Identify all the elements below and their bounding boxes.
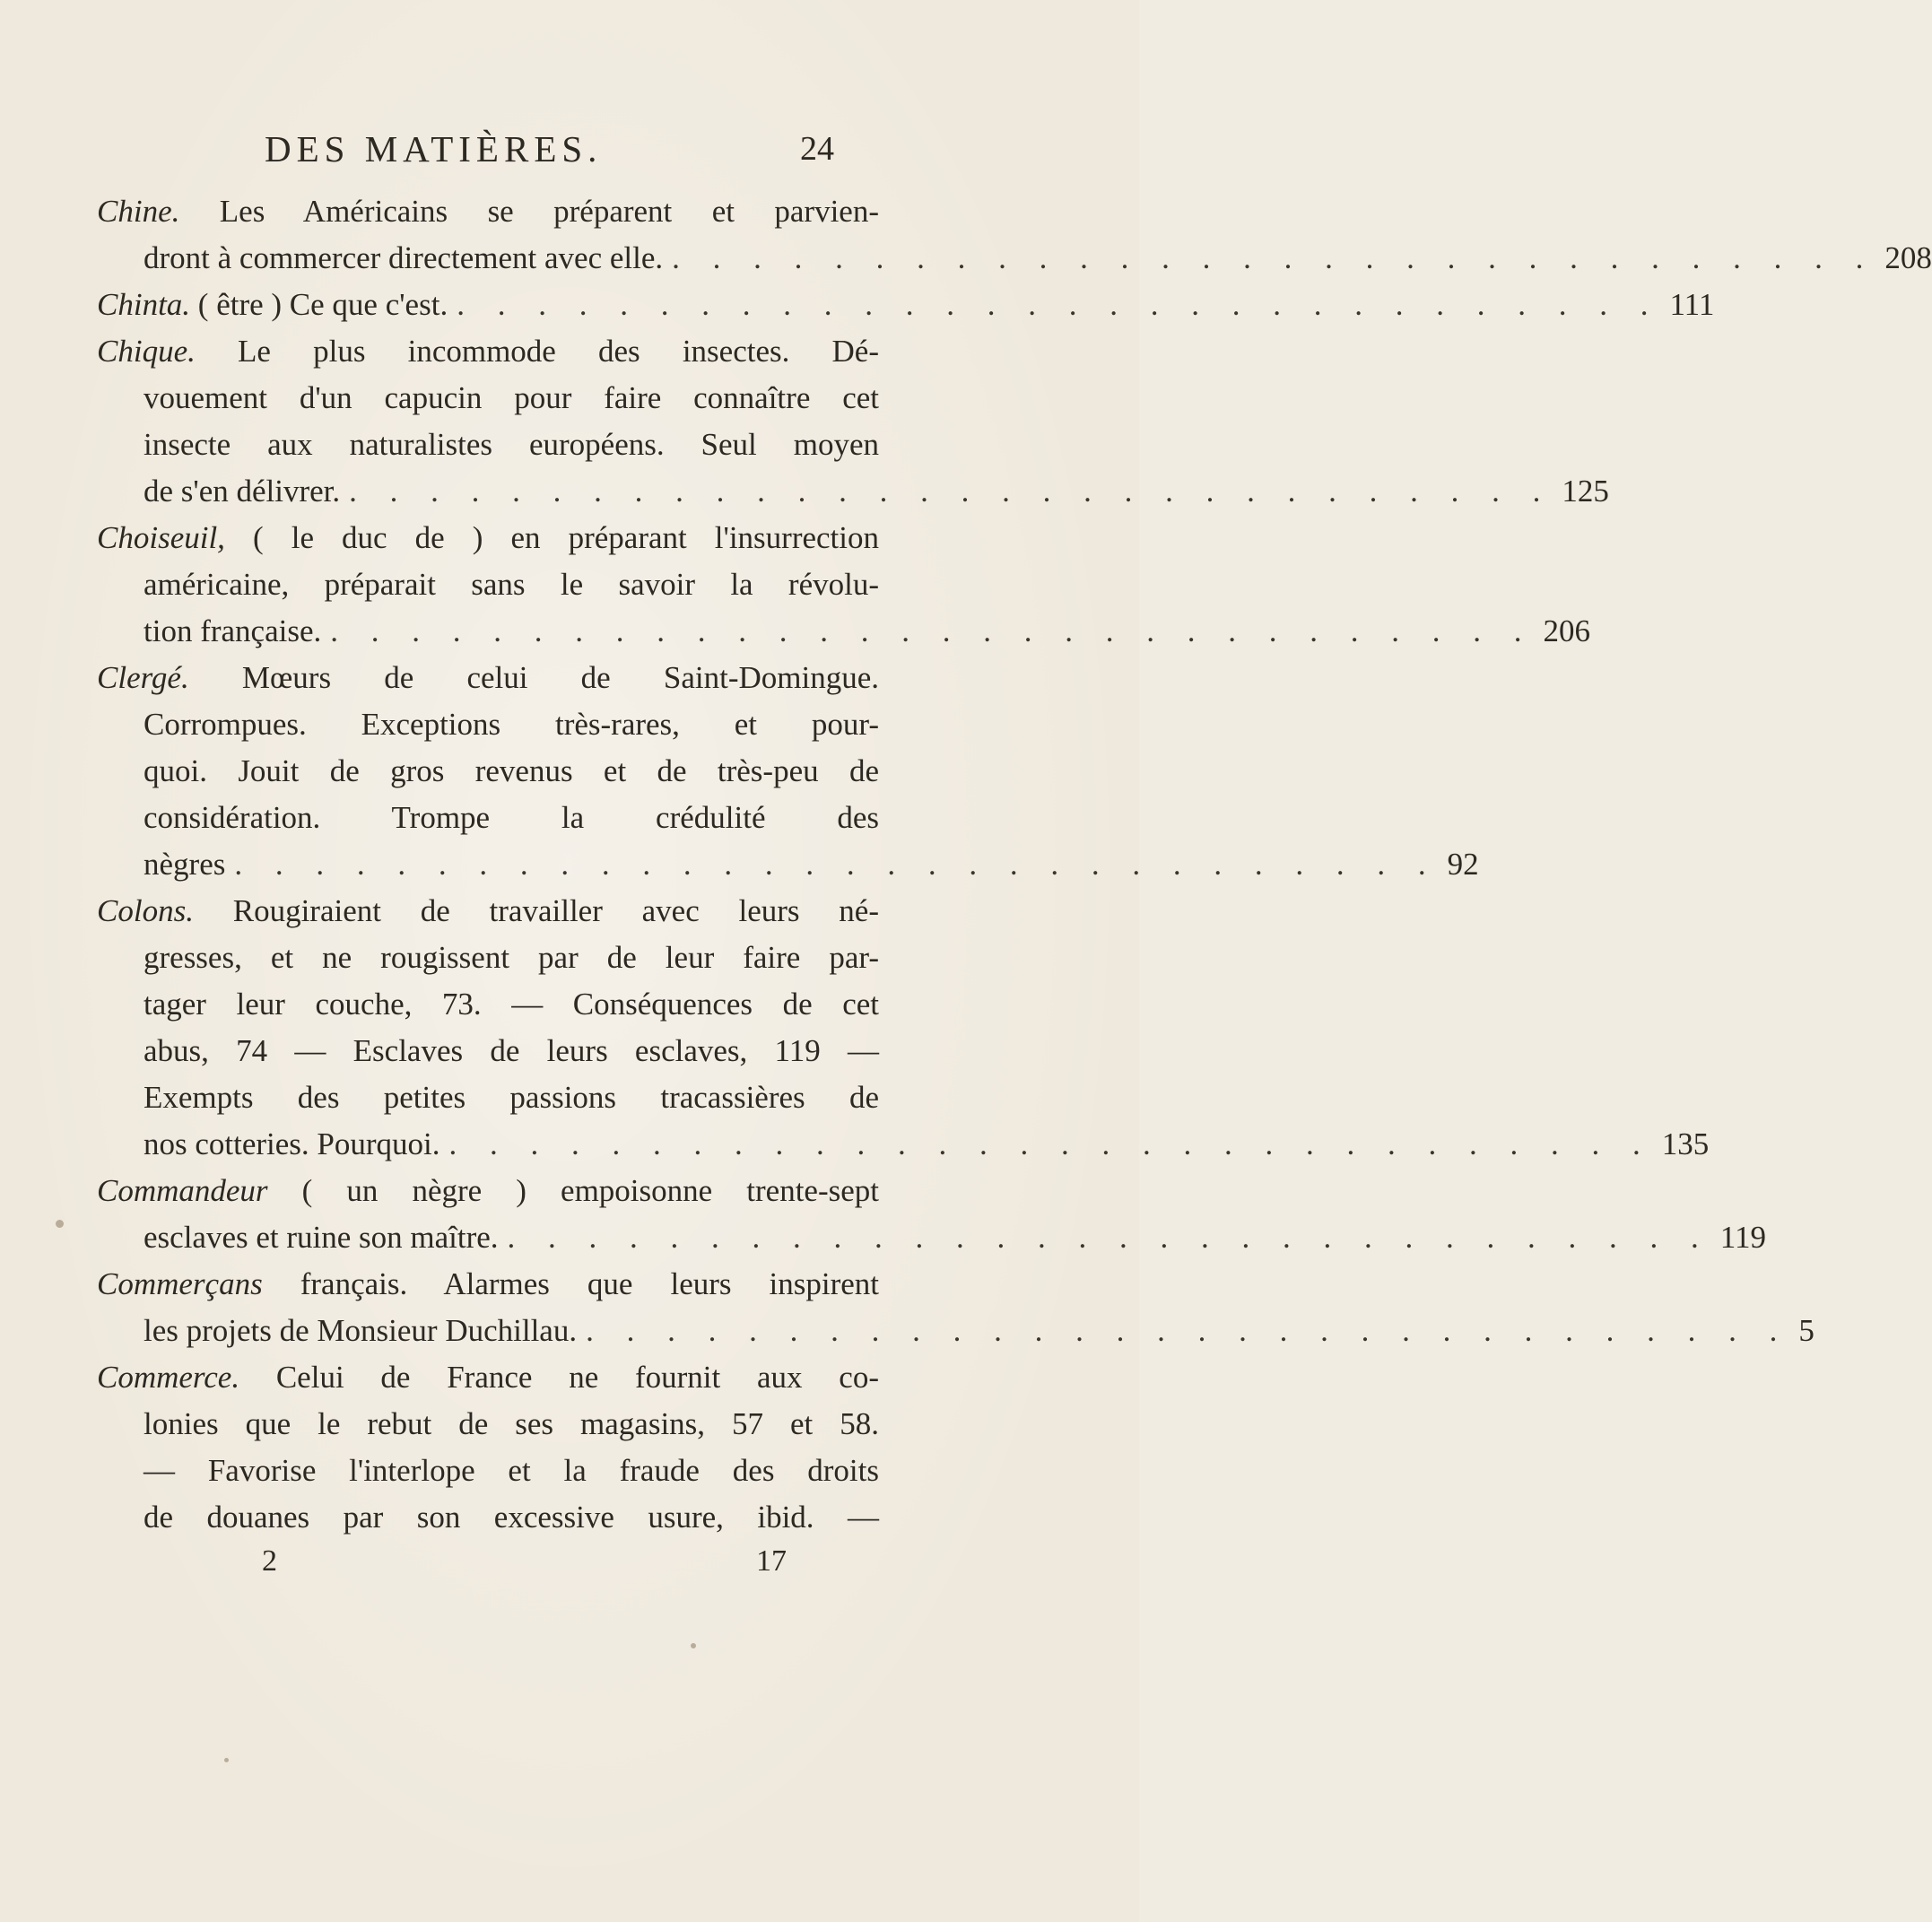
entry-text [144,1308,577,1354]
entry-term: Chique. [97,334,196,369]
page-reference: 5 [1798,1313,1815,1348]
entry-text-body: — Favorise l'interlope et la fraude des droits [144,1453,879,1488]
entry-line [97,422,879,468]
paper-speck [691,1643,696,1648]
page-reference: 111 [1669,287,1715,322]
entry-text-body: Exempts des petites passions tracassières de [144,1080,879,1115]
page-reference: 92 [1447,847,1479,882]
entry-text-body: nègres [144,847,226,882]
entry-text-body: américaine, préparait sans le savoir la révolu- [144,567,879,602]
entry-text [97,282,448,328]
entry-text-body: insecte aux naturalistes européens. Seul moyen [144,427,879,462]
entry-term: Chine. [97,194,180,229]
entry-text-body: vouement d'un capucin pour faire connaître cet [144,380,879,415]
dot-leader: . . . . . . . . . . . . . . . . . . . . . . . . . . . . . . [234,847,1439,882]
entry-line [97,515,879,561]
index-entry-chine [97,188,1932,282]
entry-text-body: abus, 74 — Esclaves de leurs esclaves, 119 — [144,1033,879,1068]
entry-term: Colons. [97,893,194,928]
entry-text [144,235,663,282]
index-entry-commercans [97,1261,1815,1354]
entry-line [97,1168,879,1214]
entry-text-body: Rougiraient de travailler avec leurs né- [193,893,879,928]
entry-line [97,795,879,841]
entry-text [144,608,321,655]
entry-line [97,608,1590,655]
entry-term: Commerce. [97,1360,240,1395]
index-entry-choiseuil [97,515,1590,655]
entry-line [97,981,879,1028]
entry-text-body: de s'en délivrer. [144,474,341,509]
entry-text-body: lonies que le rebut de ses magasins, 57 et 58. [144,1406,879,1441]
entry-line [97,561,879,608]
entry-line [97,701,879,748]
entry-text-body: Corrompues. Exceptions très-rares, et pour- [144,707,879,742]
page-reference: 206 [1543,613,1590,648]
entry-text [144,841,225,888]
entry-text-body: ( un nègre ) empoisonne trente-sept [267,1173,879,1208]
dot-leader: . . . . . . . . . . . . . . . . . . . . . . . . . . . . . . [672,240,1876,275]
entry-text-body: de douanes par son excessive usure, ibid. — [144,1500,879,1535]
page-header [135,127,834,181]
paper-speck [224,1758,229,1762]
signature-mark: 2 [262,1544,277,1578]
running-head: DES MATIÈRES. [265,128,603,170]
page-reference: 135 [1661,1126,1710,1161]
entry-text [144,1121,440,1168]
entry-text-body: Le plus incommode des insectes. Dé- [195,334,879,369]
entry-line [97,282,1715,328]
entry-text-body: ( le duc de ) en préparant l'insurrection [224,520,879,555]
entry-text-body: ( être ) Ce que c'est. [190,287,448,322]
entry-line [97,188,879,235]
index-entry-chique [97,328,1609,515]
dot-leader: . . . . . . . . . . . . . . . . . . . . . . . . . . . . . . [586,1313,1790,1348]
entry-text [144,1214,499,1261]
entry-line [97,1354,879,1401]
index-entry-chinta [97,282,1715,328]
entry-text-body: considération. Trompe la crédulité des [144,800,879,835]
entry-text-body: les projets de Monsieur Duchillau. [144,1313,578,1348]
dot-leader: . . . . . . . . . . . . . . . . . . . . . . . . . . . . . . [349,474,1553,509]
entry-text-body: nos cotteries. Pourquoi. [144,1126,440,1161]
entry-line [97,1448,879,1494]
entry-line [97,748,879,795]
entry-line [97,1028,879,1074]
entry-text-body: français. Alarmes que leurs inspirent [262,1266,879,1301]
entry-text-body: Les Américains se préparent et parvien- [179,194,879,229]
page-reference: 119 [1719,1220,1766,1255]
page-reference: 125 [1562,474,1609,509]
entry-term: Clergé. [97,660,189,695]
dot-leader: . . . . . . . . . . . . . . . . . . . . . . . . . . . . . . [457,287,1661,322]
entry-line [97,1308,1815,1354]
entry-line [97,1074,879,1121]
index-entry-clerge [97,655,1479,888]
entry-line [97,1494,879,1541]
entry-line [97,888,879,935]
entry-text-body: Mœurs de celui de Saint-Domingue. [188,660,879,695]
entry-line [97,328,879,375]
entry-text-body: dront à commercer directement avec elle. [144,240,664,275]
dot-leader: . . . . . . . . . . . . . . . . . . . . . . . . . . . . . . [448,1126,1653,1161]
entry-term: Choiseuil, [97,520,225,555]
entry-text-body: gresses, et ne rougissent par de leur faire par- [144,940,879,975]
entry-term: Chinta. [97,287,191,322]
entry-line [97,655,879,701]
entry-line [97,935,879,981]
entry-text-body: Celui de France ne fournit aux co- [239,1360,879,1395]
entry-line [97,375,879,422]
entry-text [144,468,340,515]
catchword: 17 [756,1544,787,1578]
page-number: 24 [800,130,834,168]
entry-text-body: esclaves et ruine son maître. [144,1220,499,1255]
entry-line [97,1214,1766,1261]
entry-text-body: tion française. [144,613,322,648]
page-reference: 208 [1884,240,1932,275]
entry-term: Commerçans [97,1266,263,1301]
entry-text-body: tager leur couche, 73. — Conséquences de cet [144,987,879,1022]
entry-line [97,235,1932,282]
index-entry-colons [97,888,1710,1168]
index-entries [97,188,1932,1541]
entry-text-body: quoi. Jouit de gros revenus et de très-peu de [144,753,879,788]
entry-line [97,841,1479,888]
entry-line [97,1121,1710,1168]
entry-term: Commandeur [97,1173,268,1208]
paper-speck [56,1220,64,1228]
dot-leader: . . . . . . . . . . . . . . . . . . . . . . . . . . . . . . [507,1220,1711,1255]
entry-line [97,1401,879,1448]
entry-line [97,1261,879,1308]
dot-leader: . . . . . . . . . . . . . . . . . . . . . . . . . . . . . . [330,613,1535,648]
index-entry-commandeur [97,1168,1766,1261]
index-entry-commerce [97,1354,879,1541]
entry-line [97,468,1609,515]
